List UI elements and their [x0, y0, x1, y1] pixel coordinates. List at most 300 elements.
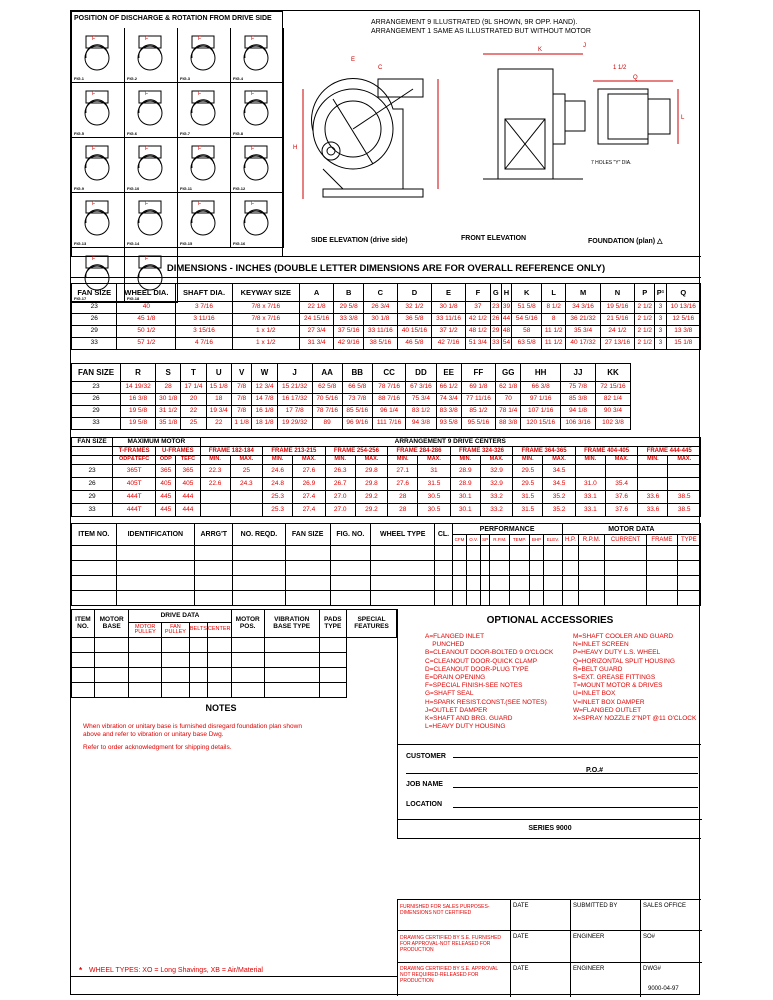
date-label-1: DATE — [513, 903, 529, 909]
order-blank-cell[interactable] — [330, 591, 370, 606]
drive-blank-cell[interactable] — [207, 653, 231, 668]
table-cell: 1 1/8 — [231, 418, 252, 430]
order-blank-cell[interactable] — [480, 591, 490, 606]
wheel-types-note: WHEEL TYPES: XO = Long Shavings, XB = Air/Material — [89, 967, 263, 974]
accessories-panel — [397, 609, 701, 744]
svg-text:F: F — [198, 36, 202, 42]
notes-line1: When vibration or unitary base is furnished disregard foundation plan shown — [83, 723, 302, 730]
order-blank-cell[interactable] — [510, 561, 530, 576]
order-blank-cell[interactable] — [510, 591, 530, 606]
dim-header-cell: D — [397, 284, 431, 302]
order-header-cell: MOTOR DATA — [562, 524, 700, 535]
dim2-header-cell: R — [121, 364, 156, 382]
dim2-header-cell: CC — [372, 364, 406, 382]
order-blank-cell[interactable] — [330, 576, 370, 591]
accessory-item: H=SPARK RESIST.CONST.(SEE NOTES) — [425, 698, 547, 706]
discharge-figure — [125, 28, 178, 83]
table-cell: 19 29/32 — [277, 418, 312, 430]
order-blank-cell[interactable] — [529, 546, 543, 561]
svg-text:F: F — [92, 201, 96, 207]
drive-blank-cell[interactable] — [129, 638, 162, 653]
drive-header-cell: DRIVE DATA — [129, 610, 231, 623]
svg-text:F: F — [145, 256, 149, 262]
table-cell: 29.2 — [355, 504, 387, 517]
dim-header-cell: B — [334, 284, 364, 302]
discharge-figure — [178, 138, 231, 193]
svg-text:F: F — [145, 201, 149, 207]
discharge-figure — [231, 28, 284, 83]
elevation-panel — [283, 11, 701, 257]
table-cell: 96 9/16 — [342, 418, 372, 430]
order-blank-cell[interactable] — [371, 546, 435, 561]
table-cell: 46 5/8 — [397, 338, 431, 350]
order-blank-cell[interactable] — [72, 561, 117, 576]
table-cell: 16 3/8 — [121, 394, 156, 406]
table-cell: MAX. — [605, 456, 637, 465]
order-blank-cell[interactable] — [72, 591, 117, 606]
dim-header-cell: WHEEL DIA. — [117, 284, 176, 302]
order-blank-cell[interactable] — [371, 591, 435, 606]
footer-star: * — [79, 966, 83, 975]
svg-text:Q: Q — [633, 75, 638, 81]
table-cell: 405 — [176, 478, 200, 491]
table-cell: MIN. — [200, 456, 230, 465]
table-cell: 26 3/4 — [363, 302, 397, 314]
order-blank-cell[interactable] — [604, 591, 646, 606]
drive-blank-cell[interactable] — [129, 668, 162, 683]
accessory-item: S=EXT. GREASE FITTINGS — [573, 674, 656, 682]
table-cell: 12 3/4 — [252, 382, 277, 394]
table-cell: 23 — [490, 302, 501, 314]
order-header-cell: FAN SIZE — [285, 524, 330, 546]
order-blank-cell[interactable] — [195, 561, 233, 576]
order-blank-cell[interactable] — [544, 546, 563, 561]
dim-header-cell: G — [490, 284, 501, 302]
order-blank-cell[interactable] — [72, 546, 117, 561]
discharge-figure — [125, 193, 178, 248]
table-cell: FRAME 444-445 — [638, 447, 701, 456]
figure-label: FIG.9 — [74, 186, 85, 191]
dim-header-cell: H — [501, 284, 512, 302]
table-cell: 10 13/16 — [666, 302, 701, 314]
order-blank-cell[interactable] — [677, 591, 700, 606]
dim-header-cell: SHAFT DIA. — [176, 284, 232, 302]
dim-header-cell: P — [635, 284, 655, 302]
figure-label: FIG.12 — [233, 186, 246, 191]
order-blank-cell[interactable] — [116, 561, 194, 576]
drive-blank-cell[interactable] — [189, 653, 207, 668]
order-blank-cell[interactable] — [647, 546, 678, 561]
approval-r1: FURNISHED FOR SALES PURPOSES-DIMENSIONS NOT CERTIFIED — [400, 904, 490, 916]
order-blank-cell[interactable] — [480, 576, 490, 591]
dim-header-cell: C — [363, 284, 397, 302]
table-cell: 75 3/4 — [406, 394, 436, 406]
order-blank-cell[interactable] — [233, 591, 285, 606]
order-blank-cell[interactable] — [116, 546, 194, 561]
order-blank-cell[interactable] — [604, 546, 646, 561]
drive-blank-cell[interactable] — [264, 668, 319, 683]
accessory-item: B=CLEANOUT DOOR-BOLTED 9 O'CLOCK — [425, 649, 554, 657]
table-cell: 36 5/8 — [397, 314, 431, 326]
dim2-header-cell: BB — [342, 364, 372, 382]
table-cell: 16 1/8 — [252, 406, 277, 418]
dim-row — [72, 314, 701, 326]
table-cell: 17 1/4 — [181, 382, 206, 394]
order-blank-cell[interactable] — [529, 561, 543, 576]
drive-blank-cell[interactable] — [161, 653, 189, 668]
dim2-header-cell: T — [181, 364, 206, 382]
accessory-item: M=SHAFT COOLER AND GUARD — [573, 633, 674, 640]
drive-blank-cell[interactable] — [129, 653, 162, 668]
dim-row — [72, 302, 701, 314]
drive-blank-cell[interactable] — [94, 638, 129, 653]
table-cell: 106 3/16 — [561, 418, 596, 430]
order-blank-cell[interactable] — [544, 591, 563, 606]
table-cell: 93 5/8 — [436, 418, 461, 430]
table-cell: 73 7/8 — [342, 394, 372, 406]
order-blank-cell[interactable] — [480, 561, 490, 576]
order-blank-cell[interactable] — [233, 546, 285, 561]
order-blank-cell[interactable] — [371, 576, 435, 591]
dim2-header-cell: J — [277, 364, 312, 382]
drive-blank-cell[interactable] — [319, 668, 347, 683]
table-cell: 13 3/8 — [666, 326, 701, 338]
accessory-item: C=CLEANOUT DOOR-QUICK CLAMP — [425, 657, 538, 665]
table-cell — [230, 491, 262, 504]
table-cell: 1 x 1/2 — [232, 326, 299, 338]
table-cell: 42 9/16 — [334, 338, 364, 350]
order-blank-cell[interactable] — [330, 546, 370, 561]
table-cell: 3 11/16 — [176, 314, 232, 326]
order-blank-cell[interactable] — [285, 576, 330, 591]
order-blank-cell[interactable] — [579, 561, 605, 576]
drive-blank-cell[interactable] — [161, 638, 189, 653]
table-cell: 4 7/16 — [176, 338, 232, 350]
order-blank-cell[interactable] — [579, 591, 605, 606]
table-cell: FRAME 254-256 — [325, 447, 388, 456]
order-blank-cell[interactable] — [490, 546, 510, 561]
order-blank-cell[interactable] — [544, 576, 563, 591]
table-cell: 27.0 — [325, 491, 355, 504]
table-cell: 111 7/16 — [372, 418, 406, 430]
table-cell: 7/8 — [231, 406, 252, 418]
table-cell: 3 — [655, 326, 666, 338]
drive-blank-cell[interactable] — [319, 638, 347, 653]
order-blank-cell[interactable] — [562, 591, 579, 606]
table-cell: 48 1/2 — [465, 326, 490, 338]
table-cell: 19 5/16 — [600, 302, 634, 314]
table-cell: 19 3/4 — [206, 406, 231, 418]
drive-blank-cell[interactable] — [264, 653, 319, 668]
svg-text:F: F — [145, 146, 149, 152]
dimensions-table-1 — [71, 283, 701, 350]
drive-blank-cell[interactable] — [72, 668, 95, 683]
order-blank-cell[interactable] — [562, 576, 579, 591]
notes-line2: above and refer to vibration or unitary base Dwg. — [83, 731, 224, 738]
order-blank-cell[interactable] — [677, 576, 700, 591]
table-cell — [668, 465, 701, 478]
table-cell: 70 — [496, 394, 521, 406]
submitted-label: SUBMITTED BY — [573, 903, 618, 909]
table-cell: 18 1/8 — [252, 418, 277, 430]
drive-blank-cell[interactable] — [189, 638, 207, 653]
table-cell — [200, 504, 230, 517]
figure-label: FIG.7 — [180, 131, 191, 136]
drive-blank-cell[interactable] — [161, 668, 189, 683]
table-cell: FRAME 284-286 — [388, 447, 451, 456]
table-cell: 38.5 — [668, 504, 701, 517]
drive-blank-cell[interactable] — [94, 653, 129, 668]
discharge-figure — [231, 83, 284, 138]
dwg-label: DWG# — [643, 966, 661, 972]
order-blank-cell[interactable] — [435, 591, 452, 606]
order-blank-cell[interactable] — [467, 591, 480, 606]
table-cell: 3 — [655, 302, 666, 314]
motor-top-row — [72, 438, 701, 447]
order-blank-row — [72, 546, 701, 561]
order-blank-cell[interactable] — [677, 546, 700, 561]
svg-text:F: F — [92, 36, 96, 42]
drive-blank-cell[interactable] — [72, 653, 95, 668]
table-cell: 28.9 — [450, 478, 480, 491]
table-cell: 29 — [72, 406, 121, 418]
table-cell: 35.2 — [543, 504, 575, 517]
order-blank-row — [72, 576, 701, 591]
table-cell: 102 3/8 — [595, 418, 630, 430]
accessory-item: W=FLANGED OUTLET — [573, 706, 642, 714]
svg-text:F: F — [251, 36, 255, 42]
dim-header-cell: L — [542, 284, 566, 302]
positions-title: POSITION OF DISCHARGE & ROTATION FROM DRIVE SIDE — [74, 15, 272, 22]
order-subheader-cell: ELEV. — [544, 535, 563, 546]
order-blank-cell[interactable] — [233, 576, 285, 591]
dim2-header-cell: HH — [521, 364, 561, 382]
table-cell: FRAME 404-405 — [575, 447, 638, 456]
order-blank-cell[interactable] — [371, 561, 435, 576]
drive-header-cell: MOTOR BASE — [94, 610, 129, 638]
drive-blank-cell[interactable] — [189, 668, 207, 683]
order-blank-cell[interactable] — [285, 561, 330, 576]
table-cell: 19 5/8 — [121, 406, 156, 418]
table-cell: 35.4 — [605, 478, 637, 491]
dim2-header-cell: KK — [595, 364, 630, 382]
order-subheader-cell: TEMP. — [510, 535, 530, 546]
order-blank-cell[interactable] — [195, 576, 233, 591]
table-cell: MAX. — [293, 456, 325, 465]
table-cell: 3 7/16 — [176, 302, 232, 314]
table-cell: FRAME 324-326 — [450, 447, 513, 456]
drive-blank-cell[interactable] — [231, 638, 264, 653]
approval-r2: DRAWING CERTIFIED BY S.E. FURNISHED FOR APPROVAL-NOT RELEASED FOR PRODUCTION — [400, 935, 502, 953]
order-blank-cell[interactable] — [452, 576, 467, 591]
table-cell: 2 1/2 — [635, 338, 655, 350]
order-blank-cell[interactable] — [435, 561, 452, 576]
order-blank-cell[interactable] — [467, 576, 480, 591]
order-blank-cell[interactable] — [562, 561, 579, 576]
table-cell: T-FRAMES — [113, 447, 156, 456]
table-cell — [575, 465, 605, 478]
drive-blank-cell[interactable] — [207, 638, 231, 653]
table-cell: 67 3/16 — [406, 382, 436, 394]
dim-header-cell: M — [566, 284, 600, 302]
table-cell: 30.5 — [418, 504, 450, 517]
table-cell: 30 1/8 — [432, 302, 466, 314]
order-blank-cell[interactable] — [72, 576, 117, 591]
order-subheader-cell: SP — [480, 535, 490, 546]
drive-subheader-cell: MOTOR PULLEY — [129, 623, 162, 638]
order-blank-cell[interactable] — [435, 546, 452, 561]
order-blank-cell[interactable] — [579, 546, 605, 561]
table-cell: 70 5/16 — [312, 394, 342, 406]
drive-header-cell: MOTOR POS. — [231, 610, 264, 638]
table-cell: 37 5/16 — [334, 326, 364, 338]
accessory-item: D=CLEANOUT DOOR-PLUG TYPE — [425, 665, 529, 673]
order-blank-cell[interactable] — [529, 591, 543, 606]
table-cell: 88 3/8 — [496, 418, 521, 430]
accessory-item: P=HEAVY DUTY L.S. WHEEL — [573, 649, 661, 657]
order-blank-cell[interactable] — [116, 576, 194, 591]
accessories-left-list — [425, 633, 553, 731]
order-blank-cell[interactable] — [452, 546, 467, 561]
figure-label: FIG.13 — [74, 241, 87, 246]
table-cell: 365 — [156, 465, 176, 478]
order-blank-cell[interactable] — [647, 561, 678, 576]
table-cell: 62 1/8 — [496, 382, 521, 394]
order-blank-cell[interactable] — [562, 546, 579, 561]
table-cell: MAX. — [543, 456, 575, 465]
order-blank-cell[interactable] — [490, 561, 510, 576]
table-cell — [72, 456, 113, 465]
table-cell: 31.5 — [513, 491, 543, 504]
discharge-figure — [231, 138, 284, 193]
drive-blank-cell[interactable] — [231, 668, 264, 683]
table-cell: 120 15/16 — [521, 418, 561, 430]
table-cell — [200, 491, 230, 504]
table-cell — [668, 478, 701, 491]
table-cell: TEFC — [176, 456, 200, 465]
order-blank-cell[interactable] — [510, 546, 530, 561]
drive-blank-cell[interactable] — [231, 653, 264, 668]
table-cell: 27.0 — [325, 504, 355, 517]
so-label: SO# — [643, 934, 656, 940]
table-cell: 31.5 — [513, 504, 543, 517]
table-cell: 37.6 — [605, 491, 637, 504]
table-cell: 33.1 — [575, 491, 605, 504]
drive-blank-cell[interactable] — [72, 638, 95, 653]
notes-line3: Refer to order acknowledgment for shipping details. — [83, 744, 232, 751]
table-cell: MIN. — [263, 456, 293, 465]
drive-blank-cell[interactable] — [207, 668, 231, 683]
table-cell: 29 — [490, 326, 501, 338]
order-header-cell: CL. — [435, 524, 452, 546]
discharge-figure — [72, 28, 125, 83]
figure-label: FIG.2 — [127, 76, 138, 81]
svg-text:F: F — [251, 201, 255, 207]
discharge-figure — [178, 28, 231, 83]
table-cell: 30.1 — [450, 491, 480, 504]
order-blank-cell[interactable] — [233, 561, 285, 576]
drive-blank-cell[interactable] — [319, 653, 347, 668]
order-blank-cell[interactable] — [647, 591, 678, 606]
dim-row — [72, 338, 701, 350]
table-cell: 405T — [113, 478, 156, 491]
series-label: SERIES 9000 — [528, 825, 572, 832]
order-blank-cell[interactable] — [490, 576, 510, 591]
table-cell: 22 — [181, 406, 206, 418]
table-cell: 33 — [72, 504, 113, 517]
order-blank-cell[interactable] — [330, 561, 370, 576]
order-blank-cell[interactable] — [490, 591, 510, 606]
dim2-header-cell: AA — [312, 364, 342, 382]
table-cell: MIN. — [575, 456, 605, 465]
order-blank-row — [72, 561, 701, 576]
table-cell: 63 5/8 — [512, 338, 542, 350]
accessory-item: X=SPRAY NOZZLE 2"NPT @11 O'CLOCK — [573, 715, 697, 723]
dim-header-cell: E — [432, 284, 466, 302]
table-cell: ODP&TEFC — [113, 456, 156, 465]
order-blank-cell[interactable] — [467, 546, 480, 561]
order-blank-cell[interactable] — [604, 576, 646, 591]
accessory-item: K=SHAFT AND BRG. GUARD — [425, 715, 513, 723]
motor-row — [72, 465, 701, 478]
order-blank-cell[interactable] — [452, 591, 467, 606]
order-blank-cell[interactable] — [480, 546, 490, 561]
discharge-figure — [125, 83, 178, 138]
dim2-header-cell: S — [156, 364, 181, 382]
doc-number: 9000-04-97 — [648, 986, 679, 992]
order-blank-cell[interactable] — [677, 561, 700, 576]
order-blank-cell[interactable] — [195, 546, 233, 561]
approval-panel — [397, 899, 701, 996]
order-blank-cell[interactable] — [529, 576, 543, 591]
order-blank-cell[interactable] — [647, 576, 678, 591]
order-blank-cell[interactable] — [604, 561, 646, 576]
svg-text:F: F — [145, 36, 149, 42]
order-header-row — [72, 524, 701, 535]
order-blank-cell[interactable] — [452, 561, 467, 576]
order-blank-cell[interactable] — [435, 576, 452, 591]
order-blank-cell[interactable] — [510, 576, 530, 591]
table-cell: 28 — [388, 491, 418, 504]
table-cell: 78 1/4 — [496, 406, 521, 418]
figure-label: FIG.8 — [233, 131, 244, 136]
dim-header-cell: KEYWAY SIZE — [232, 284, 299, 302]
table-cell: 33.6 — [638, 491, 668, 504]
engineer-label-1: ENGINEER — [573, 934, 605, 940]
drive-blank-cell[interactable] — [94, 668, 129, 683]
order-header-cell: ITEM NO. — [72, 524, 117, 546]
order-subheader-cell: H.P. — [562, 535, 579, 546]
order-blank-cell[interactable] — [285, 591, 330, 606]
order-blank-cell[interactable] — [116, 591, 194, 606]
motor-sub-row — [72, 456, 701, 465]
svg-text:E: E — [351, 57, 356, 63]
order-blank-cell[interactable] — [467, 561, 480, 576]
table-cell: 33.2 — [480, 504, 512, 517]
table-cell: 31 1/2 — [156, 406, 181, 418]
order-blank-cell[interactable] — [195, 591, 233, 606]
table-cell: 14 19/32 — [121, 382, 156, 394]
table-cell: 29 — [72, 326, 117, 338]
order-blank-cell[interactable] — [285, 546, 330, 561]
table-cell: 42 7/16 — [432, 338, 466, 350]
svg-text:F: F — [251, 91, 255, 97]
drive-blank-cell[interactable] — [264, 638, 319, 653]
order-blank-cell[interactable] — [579, 576, 605, 591]
dim-header-cell: K — [512, 284, 542, 302]
table-cell: 26 — [72, 394, 121, 406]
order-blank-cell[interactable] — [544, 561, 563, 576]
